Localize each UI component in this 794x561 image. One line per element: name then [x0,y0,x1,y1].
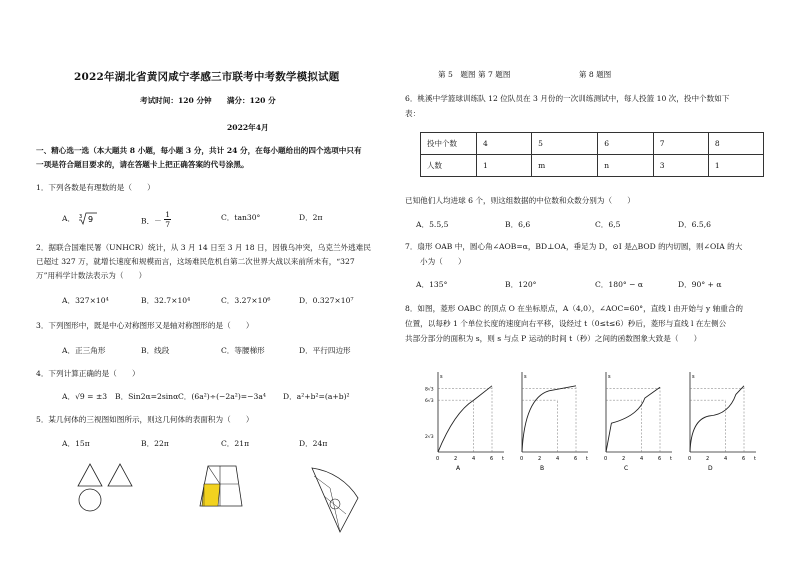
table-cell: 3 [653,155,708,177]
table-cell: 4 [477,133,532,155]
q7-option-a: A．135° [416,280,448,289]
table-row [421,155,764,177]
table-row [421,133,764,155]
score-table [420,132,764,177]
axis-label-s: s [692,374,695,380]
q1-option-b: B．－ $\frac{1}{7}$ [141,210,171,229]
axis-label-t: t [586,456,588,462]
q7-option-b: B．120° [505,280,537,289]
graph-label: D [708,465,713,472]
question-3: 3．下列图形中，既是中心对称图形又是轴对称图形的是（ ） [36,321,254,330]
side-view-triangle [108,464,132,486]
exam-info: 考试时间：120 分钟 满分：120 分 [140,96,276,105]
curve [522,386,576,452]
q4-option-b: B．Sin2α=2sinα [115,392,179,401]
q1-frac-num: 1 [165,210,171,219]
q2-option-b: B．32.7×10⁴ [141,296,191,305]
x-tick-label: 0 [436,456,440,462]
top-view-circle [79,489,101,511]
incircle [330,499,340,509]
y-tick-label: 6√3 [425,399,434,405]
x-tick-label: 0 [520,456,524,462]
q8-graphs [420,368,780,474]
axis-label-t: t [670,456,672,462]
three-view-figure [76,462,136,544]
question-5: 5．某几何体的三视图如图所示，则这几何体的表面积为（ ） [36,415,254,424]
x-tick-label: 4 [556,456,560,462]
q3-option-c: C．等腰梯形 [221,346,265,355]
q1-root-radicand: 9 [87,215,93,224]
table-cell: 5 [532,133,598,155]
table-cell: 人数 [421,155,477,177]
q6-option-a: A．5.5,5 [416,220,449,229]
q3-option-b: B．线段 [141,346,170,355]
graph-label: C [624,465,629,472]
q3-option-d: D．平行四边形 [299,346,351,355]
y-tick-label: 8√3 [425,387,434,393]
graph-label: A [456,465,461,472]
table-cell: m [532,155,598,177]
x-tick-label: 4 [472,456,476,462]
y-tick-label: 2√3 [425,435,434,441]
graph-A [425,372,504,472]
cube-root-9-icon [78,212,98,226]
q5-option-c: C．21π [221,439,250,448]
q6-option-c: C．6,5 [595,220,621,229]
curve [606,387,660,452]
section1-instruction: 一、精心选一选（本大题共 8 小题，每小题 3 分，共计 24 分，在每小题给出的四个选项中只有 [36,146,362,155]
question-8: 8．如图，菱形 OABC 的顶点 O 在坐标原点，A（4,0），∠AOC=60°，直线 l 由开始与 y 轴重合的 [405,304,744,313]
q5-option-b: B．22π [141,439,169,448]
q4-option-d: D．a²+b²=(a+b)² [283,392,350,401]
q5-option-d: D．24π [299,439,328,448]
q5-option-a: A．15π [62,439,90,448]
x-tick-label: 2 [454,456,458,462]
question-8-line2: 位置，以每秒 1 个单位长度的速度向右平移，设经过 t（0≤t≤6）秒后，菱形与直线 l 在左侧公 [405,319,727,328]
axis-label-s: s [608,374,611,380]
axis-label-s: s [524,374,527,380]
table-cell: 6 [598,133,653,155]
q2-option-c: C．3.27×10⁶ [221,296,271,305]
x-tick-label: 6 [490,456,494,462]
question-7: 7．扇形 OAB 中，圆心角∠AOB=α，BD⊥OA，垂足为 D，⊙I 是△BOD 的内切圆，则∠OIA 的大 [405,242,743,251]
x-tick-label: 4 [724,456,728,462]
question-6-line2: 表： [405,109,421,118]
curve [438,386,492,452]
x-tick-label: 2 [706,456,710,462]
axis-label-t: t [502,456,504,462]
graph-D [688,372,756,472]
x-tick-label: 0 [688,456,692,462]
x-tick-label: 0 [604,456,608,462]
q2-option-a: A．327×10⁴ [62,296,109,305]
x-tick-label: 2 [622,456,626,462]
question-1: 1．下列各数是有理数的是（ ） [36,183,155,192]
graph-B [520,372,588,472]
shaded-square [202,484,220,506]
q6-option-d: D．6.5,6 [678,220,712,229]
q1-option-a: A． 3 9 [62,212,98,226]
curve [690,386,744,452]
question-8-line3: 共部分部分的面积为 s，则 s 与点 P 运动的时间 t（秒）之间的函数图象大致是（ ） [405,334,702,343]
q6-option-b: B．6,6 [505,220,531,229]
front-view-triangle [78,464,102,486]
question-2-line2: 已超过 327 万，就增长速度和规模而言，这场难民危机自第二次世界大战以来前所未有，“327 [36,257,355,266]
x-tick-label: 6 [742,456,746,462]
exam-title: 2022年湖北省黄冈咸宁孝感三市联考中考数学模拟试题 [74,71,340,83]
question-4: 4．下列计算正确的是（ ） [36,369,140,378]
exam-date: 2022年4月 [227,123,269,132]
figure-caption: 第 5 题图 第 7 题图 第 8 题图 [438,70,612,79]
q2-option-d: D．0.327×10⁷ [299,296,354,305]
svg-text:3: 3 [78,214,82,220]
graph-C [604,372,672,472]
section1-instruction-2: 一项是符合题目要求的，请在答题卡上把正确答案的代号涂黑。 [36,160,249,169]
x-tick-label: 4 [640,456,644,462]
axis-label-s: s [440,374,443,380]
q7-option-d: D．90° + α [678,280,722,289]
sector-figure [300,454,362,536]
question-6-line3: 已知他们人均进球 6 个，则这组数据的中位数和众数分别为（ ） [405,196,635,205]
question-7-line2: 小为（ ） [420,257,466,266]
axis-label-t: t [754,456,756,462]
q1-option-c: C．tan30° [221,213,261,222]
table-cell: 8 [708,133,763,155]
x-tick-label: 2 [538,456,542,462]
q4-option-a: A．√9 = ±3 [62,392,108,401]
question-2: 2．据联合国难民署（UNHCR）统计，从 3 月 14 日至 3 月 18 日，因俄乌冲突，乌克兰外逃难民 [36,243,371,252]
table-cell: 1 [708,155,763,177]
question-2-line3: 万”用科学计数法表示为（ ） [36,271,147,280]
question-6: 6．桃溪中学篮球训练队 12 位队员在 3 月份的一次训练测试中，每人投篮 10 次，投中个数如下 [405,94,730,103]
q7-trapezoid-figure [196,462,256,522]
sector-outline [312,468,358,532]
table-cell: 1 [477,155,532,177]
x-tick-label: 6 [658,456,662,462]
graph-label: B [540,465,545,472]
q4-option-c: C．(6a²)÷(−2a²)=−3a⁴ [178,392,266,401]
table-cell: 7 [653,133,708,155]
q7-option-c: C．180° − α [595,280,644,289]
table-cell: 投中个数 [421,133,477,155]
q3-option-a: A．正三角形 [62,346,106,355]
table-cell: n [598,155,653,177]
q1-frac-den: 7 [165,220,171,229]
x-tick-label: 6 [574,456,578,462]
q1-option-d: D．2π [299,213,323,222]
